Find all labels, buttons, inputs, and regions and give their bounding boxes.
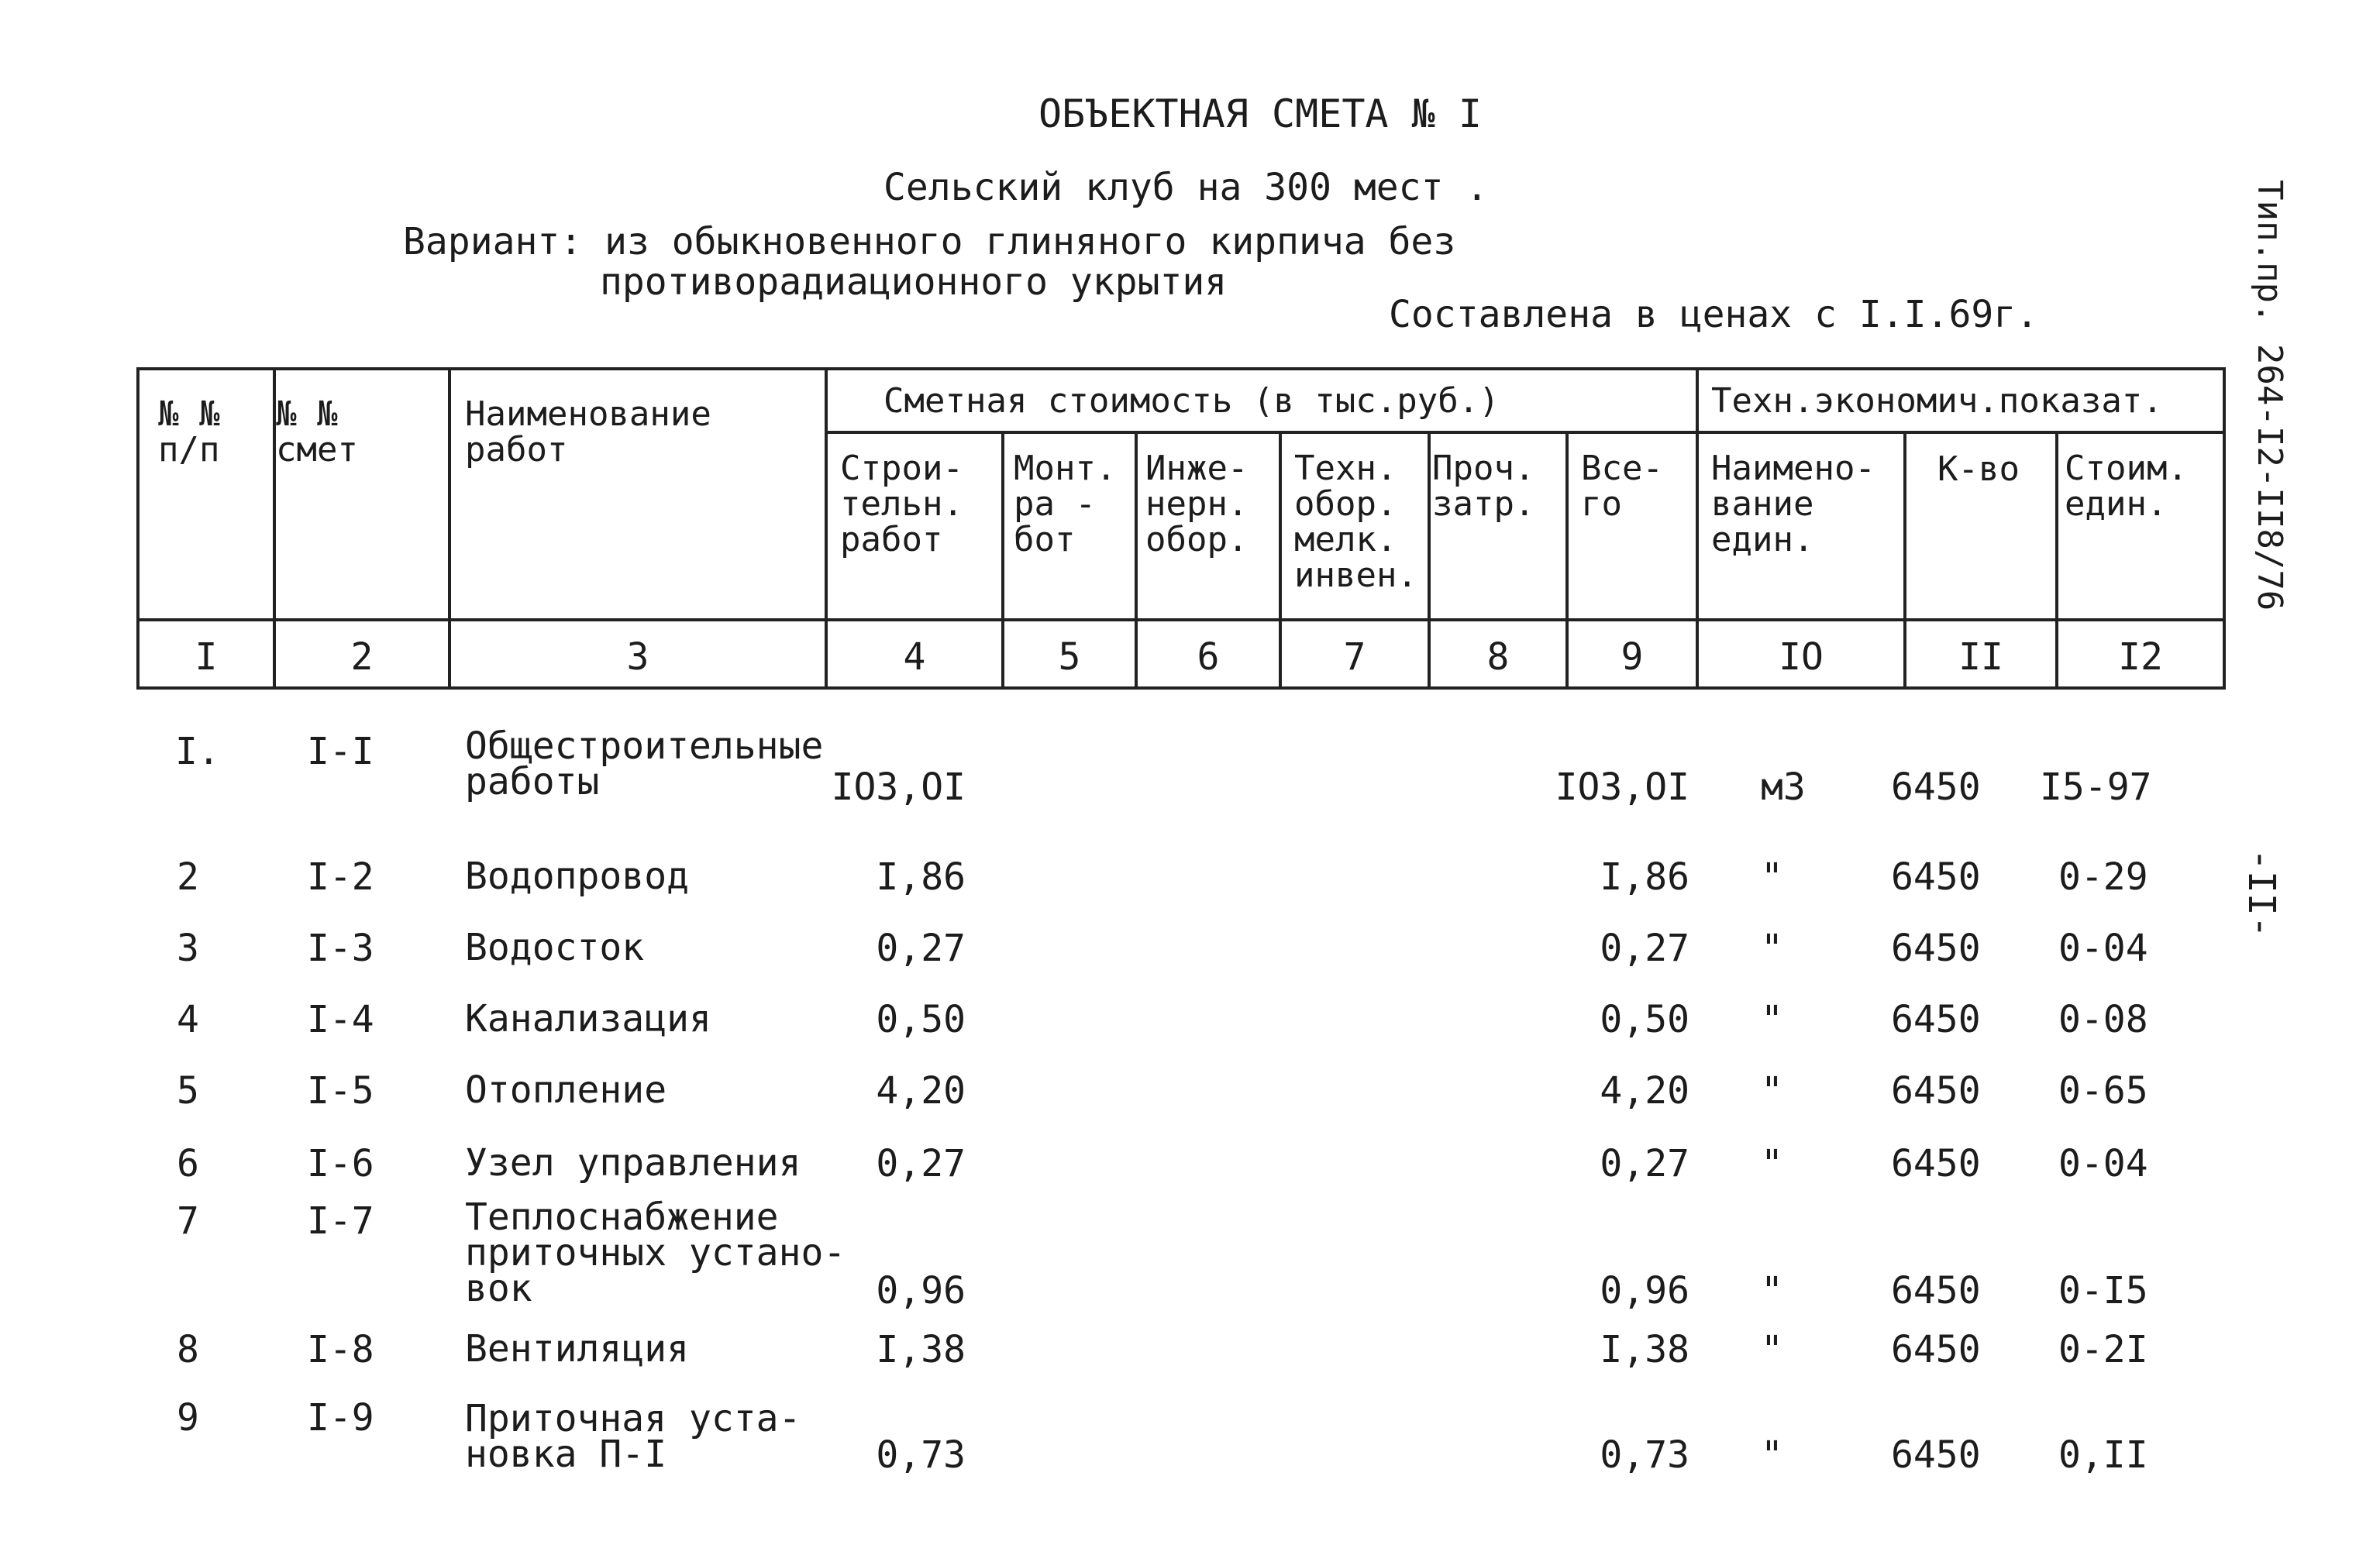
row-number: 9 (177, 1396, 199, 1440)
row-number: 4 (177, 998, 199, 1041)
row-total-cost: I,86 (1600, 855, 1689, 899)
row-unit: " (1761, 1069, 1783, 1113)
row-quantity: 6450 (1891, 1328, 1981, 1371)
row-total-cost: IO3,OI (1555, 765, 1689, 809)
header-item-number: № № п/п (158, 394, 220, 470)
row-work-name: Водопровод (465, 855, 689, 898)
prices-note: Составлена в ценах с I.I.69г. (1389, 293, 2039, 336)
column-number: 5 (1058, 635, 1081, 679)
variant-line-1: Вариант: из обыкновенного глиняного кирпича без (403, 220, 1456, 263)
row-total-cost: 0,27 (1600, 1142, 1689, 1185)
row-total-cost: 0,96 (1600, 1269, 1689, 1312)
row-number: 8 (177, 1328, 199, 1371)
row-total-cost: 4,20 (1600, 1069, 1689, 1113)
page-number: -II- (2240, 848, 2283, 938)
row-quantity: 6450 (1891, 1269, 1981, 1312)
row-work-name: Теплоснабжение приточных устано- вок (465, 1195, 846, 1310)
row-quantity: 6450 (1891, 1433, 1981, 1477)
row-work-name: Водосток (465, 926, 645, 969)
row-unit-cost: 0-08 (2058, 998, 2148, 1041)
row-estimate-number: I-3 (307, 927, 374, 970)
row-construction-cost: 4,20 (876, 1069, 966, 1113)
row-unit-cost: 0-I5 (2058, 1269, 2148, 1312)
row-quantity: 6450 (1891, 927, 1981, 970)
project-code: Тип.пр. 264-I2-II8/76 (2250, 180, 2289, 611)
column-number: 3 (626, 635, 649, 679)
column-number: 7 (1343, 635, 1366, 679)
row-work-name: Приточная уста- новка П-I (465, 1397, 801, 1476)
row-construction-cost: 0,27 (876, 927, 966, 970)
row-construction-cost: I,38 (876, 1328, 966, 1371)
row-construction-cost: IO3,OI (831, 765, 966, 809)
row-unit-cost: 0-29 (2058, 855, 2148, 899)
row-unit-cost: 0-04 (2058, 927, 2148, 970)
column-number: 2 (350, 635, 374, 679)
row-unit: " (1761, 1269, 1783, 1312)
row-work-name: Отопление (465, 1068, 667, 1112)
column-number: I2 (2118, 635, 2163, 679)
row-total-cost: 0,27 (1600, 927, 1689, 970)
row-unit: " (1761, 1328, 1783, 1371)
header-work-name: Наименование работ (465, 394, 711, 470)
header-unit-name: Наимено- вание един. (1711, 449, 1875, 559)
header-total: Все- го (1581, 449, 1663, 524)
header-construction: Строи- тельн. работ (840, 449, 963, 559)
header-estimated-cost-group: Сметная стоимость (в тыс.руб.) (883, 381, 1500, 421)
column-number: 6 (1197, 635, 1220, 679)
row-unit: " (1761, 998, 1783, 1041)
row-unit-cost: 0-04 (2058, 1142, 2148, 1185)
object-name: Сельский клуб на 300 мест . (883, 166, 1489, 209)
header-other-costs: Проч. затр. (1432, 449, 1535, 524)
header-unit-cost: Стоим. един. (2065, 449, 2188, 524)
row-unit: м3 (1761, 765, 1806, 809)
row-number: I. (175, 730, 220, 773)
document-title: ОБЪЕКТНАЯ СМЕТА № I (1038, 91, 1482, 136)
row-quantity: 6450 (1891, 855, 1981, 899)
row-construction-cost: 0,96 (876, 1269, 966, 1312)
column-number: II (1958, 635, 2003, 679)
row-unit: " (1761, 1433, 1783, 1477)
row-work-name: Вентиляция (465, 1327, 689, 1371)
row-estimate-number: I-5 (307, 1069, 374, 1113)
column-number: I (195, 635, 218, 679)
row-estimate-number: I-7 (307, 1199, 374, 1243)
row-total-cost: 0,73 (1600, 1433, 1689, 1477)
header-tech-econ-group: Техн.экономич.показат. (1711, 381, 2163, 421)
header-quantity: К-во (1937, 449, 2020, 489)
row-number: 2 (177, 855, 199, 899)
row-total-cost: I,38 (1600, 1328, 1689, 1371)
variant-line-2: противорадиационного укрытия (600, 260, 1228, 304)
row-estimate-number: I-2 (307, 855, 374, 899)
column-number: IO (1779, 635, 1824, 679)
column-number: 8 (1486, 635, 1510, 679)
row-quantity: 6450 (1891, 765, 1981, 809)
row-number: 5 (177, 1069, 199, 1113)
row-number: 3 (177, 927, 199, 970)
row-estimate-number: I-4 (307, 998, 374, 1041)
header-estimate-number: № № смет (276, 394, 358, 470)
row-construction-cost: 0,73 (876, 1433, 966, 1477)
row-construction-cost: 0,50 (876, 998, 966, 1041)
row-unit-cost: 0-65 (2058, 1069, 2148, 1113)
row-unit-cost: 0-2I (2058, 1328, 2148, 1371)
row-unit: " (1761, 1142, 1783, 1185)
header-installation: Монт. ра - бот (1014, 449, 1117, 559)
header-engineering-equipment: Инже- нерн. обор. (1145, 449, 1249, 559)
row-estimate-number: I-6 (307, 1142, 374, 1185)
row-quantity: 6450 (1891, 1142, 1981, 1185)
row-estimate-number: I-9 (307, 1396, 374, 1440)
row-construction-cost: I,86 (876, 855, 966, 899)
row-unit-cost: 0,II (2058, 1433, 2148, 1477)
row-number: 6 (177, 1142, 199, 1185)
row-total-cost: 0,50 (1600, 998, 1689, 1041)
row-estimate-number: I-I (307, 730, 374, 773)
row-work-name: Общестроительные работы (465, 724, 824, 803)
row-number: 7 (177, 1199, 199, 1243)
row-unit-cost: I5-97 (2040, 765, 2152, 809)
row-unit: " (1761, 927, 1783, 970)
row-construction-cost: 0,27 (876, 1142, 966, 1185)
row-unit: " (1761, 855, 1783, 899)
row-estimate-number: I-8 (307, 1328, 374, 1371)
column-number: 4 (903, 635, 926, 679)
row-quantity: 6450 (1891, 1069, 1981, 1113)
row-quantity: 6450 (1891, 998, 1981, 1041)
column-number: 9 (1621, 635, 1644, 679)
row-work-name: Канализация (465, 997, 711, 1041)
row-work-name: Узел управления (465, 1141, 801, 1185)
header-tech-equipment: Техн. обор. мелк. инвен. (1294, 449, 1417, 595)
